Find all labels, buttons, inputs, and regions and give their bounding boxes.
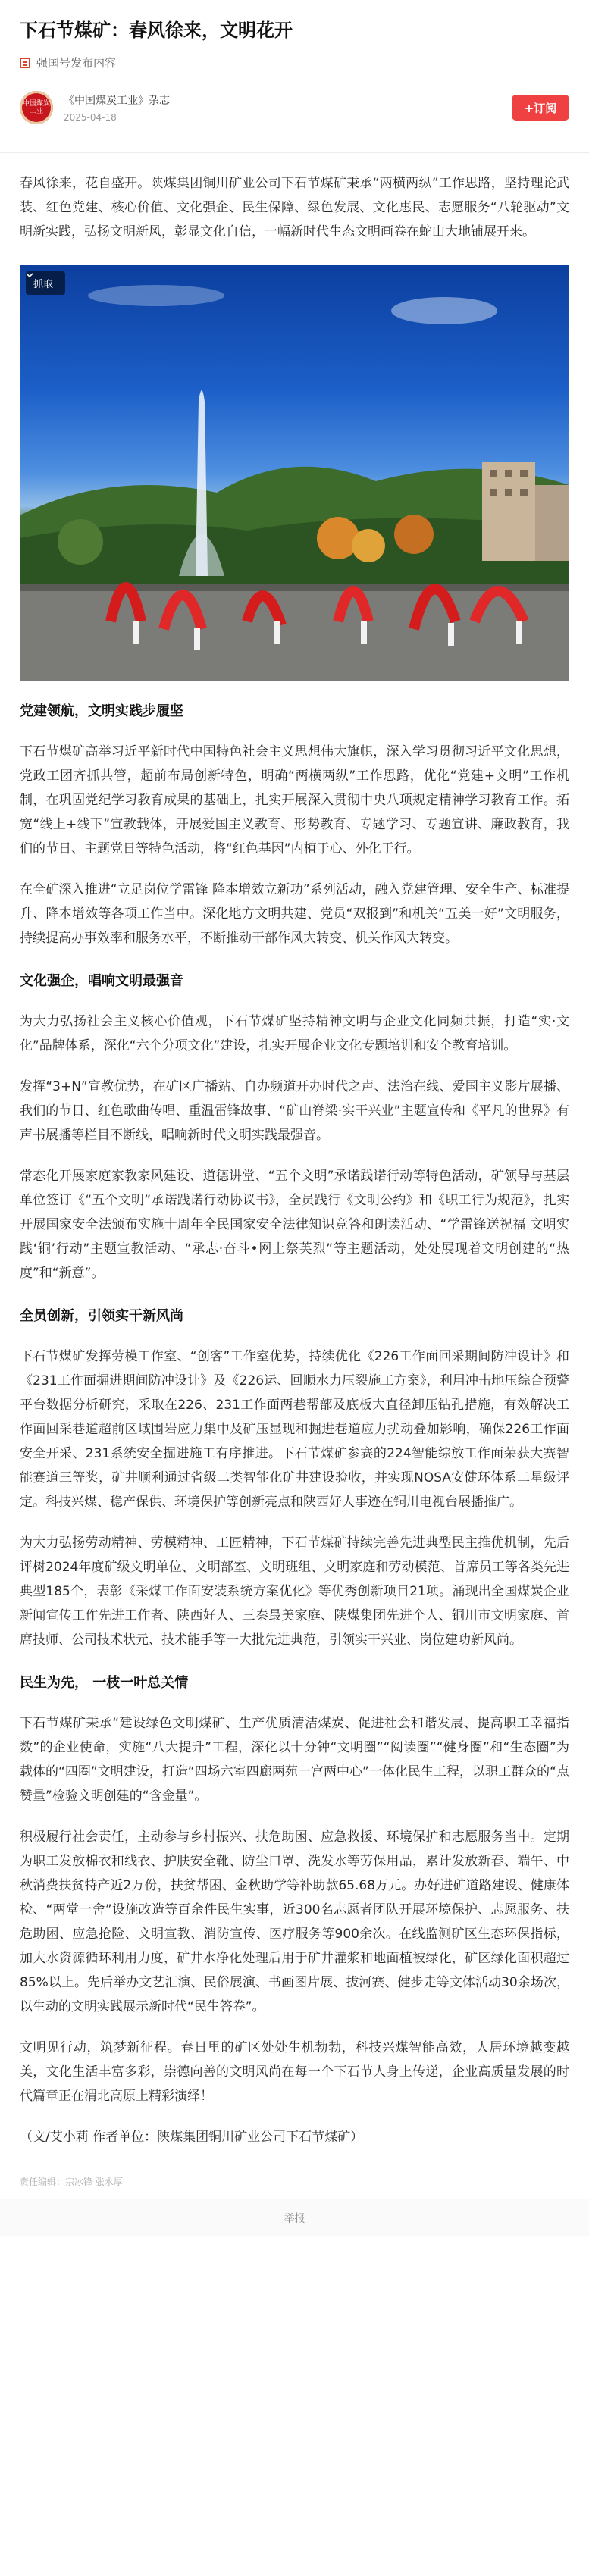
paragraph: 下石节煤矿秉承“建设绿色文明煤矿、生产优质清洁煤炭、促进社会和谐发展、提高职工幸福指数”的企业使命，实施“八大提升”工程，深化以十分钟“文明圈”“阅读圈”“健身圈”和“生态圈”为载体的“四圈”文明建设，打造“四场六室四廊两苑一宫两中心”一体化民生工程，以职工群众的“点赞量”检验文明创建的“含金量”。: [20, 1716, 569, 1804]
author-info: [64, 92, 512, 123]
paragraph: 下石节煤矿高举习近平新时代中国特色社会主义思想伟大旗帜，深入学习贯彻习近平文化思想，党政工团齐抓共管，超前布局创新特色，明确“两横两纵”工作思路，优化“党建+文明”工作机制，在巩固党纪学习教育成果的基础上，扎实开展深入贯彻中央八项规定精神学习教育工作。拓宽“线上+线下”宣教载体，开展爱国主义教育、形势教育、专题学习、专题宣讲、廉政教育，我们的节日、主题党日等特色活动，将“红色基因”内植于心、外化于行。: [20, 744, 569, 856]
paragraph: 积极履行社会责任，主动参与乡村振兴、扶危助困、应急救援、环境保护和志愿服务当中。定期为职工发放棉衣和线衣、护肤安全靴、防尘口罩、洗发水等劳保用品，累计发放新春、端午、中秋消费扶贫特产近2万份，扶贫帮困、金秋助学等补助款65.68万元。办好进矿道路建设、健康体检、“两堂一舍”设施改造等百余件民生实事，近300名志愿者团队开展环境保护、志愿服务、扶危助困、应急抢险、文明宣教、消防宣传、医疗服务等900余次。在线监测矿区生态环保指标，加大水资源循环利用力度，矿井水净化处理后用于矿井灌浆和地面植被绿化，矿区绿化面积超过85%以上。先后举办文艺汇演、民俗展演、书画图片展、拔河赛、健步走等文体活动30余场次，以生动的文明实践展示新时代“民生答卷”。: [20, 1829, 569, 2014]
paragraph: 文明见行动，筑梦新征程。春日里的矿区处处生机勃勃，科技兴煤智能高效，人居环境越变越美，文化生活丰富多彩，崇德向善的文明风尚在每一个下石节人身上传递，企业高质量发展的时代篇章正在渭北高原上精彩演绎！: [20, 2040, 569, 2104]
publish-date: 2025-04-18: [64, 112, 117, 123]
section-heading: 民生为先， 一枝一叶总关情: [20, 1675, 189, 1691]
subscribe-button[interactable]: +订阅: [512, 95, 569, 121]
paragraph: 下石节煤矿发挥劳模工作室、“创客”工作室优势，持续优化《226工作面回采期间防冲设计》和《231工作面掘进期间防冲设计》及《226运、回顺水力压裂施工方案》，利用冲击地压综合预警平台数据分析研究，采取在226、231工作面两巷帮部及底板大直径卸压钻孔措施，有效解决工作面回采巷道超前区域围岩应力集中及矿压显现和掘进巷道应力扰动叠加影响，确保226工作面安全开采、231系统安全掘进施工有序推进。下石节煤矿参赛的224智能综放工作面荣获大赛智能赛道三等奖，矿井顺利通过省级二类智能化矿井建设验收，并实现NOSA安健环体系二星级评定。科技兴煤、稳产保供、环境保护等创新亮点和陕西好人事迹在铜川电视台展播推广。: [20, 1349, 569, 1510]
paragraph: 常态化开展家庭家教家风建设、道德讲堂、“五个文明”承诺践诺行动等特色活动，矿领导与基层单位签订《“五个文明”承诺践诺行动协议书》，全员践行《文明公约》和《职工行为规范》，扎实开展国家安全法颁布实施十周年全民国家安全法律知识竞答和朗读活动、“学雷锋送祝福 文明实践‘铜’行动”主题宣教活动、“承志·奋斗•网上祭英烈”等主题活动，处处展现着文明创建的“热度”和“新意”。: [20, 1169, 569, 1281]
paragraph: 为大力弘扬社会主义核心价值观，下石节煤矿坚持精神文明与企业文化同频共振，打造“实·文化”品牌体系，深化“六个分项文化”建设，扎实开展企业文化专题培训和安全教育培训。: [20, 1014, 569, 1053]
header-divider: [0, 152, 589, 153]
editor-line: 责任编辑：宗冰锋 张永厚: [20, 2177, 123, 2187]
source-label: 强国号发布内容: [36, 56, 117, 70]
paragraph: 为大力弘扬劳动精神、劳模精神、工匠精神，下石节煤矿持续完善先进典型民主推优机制，先后评树2024年度矿级文明单位、文明部室、文明班组、文明家庭和劳动模范、首席员工等各类先进典型185个，表彰《采煤工作面安装系统方案优化》等优秀创新项目21项。涌现出全国煤炭企业新闻宣传工作先进工作者、陕西好人、三秦最美家庭、陕煤集团先进个人、铜川市文明家庭、首席技师、公司技术状元、技术能手等一大批先进典范，引领实干兴业、岗位建功新风尚。: [20, 1535, 569, 1648]
hero-image[interactable]: [20, 265, 569, 681]
author-row: [0, 70, 589, 125]
author-name[interactable]: 《中国煤炭工业》杂志: [64, 95, 170, 107]
author-credit: （文/艾小莉 作者单位：陕煤集团铜川矿业公司下石节煤矿）: [20, 2130, 364, 2145]
section-heading: 全员创新，引领实干新风尚: [20, 1308, 183, 1324]
source-row: [0, 44, 589, 70]
avatar[interactable]: 中国煤炭工业: [20, 91, 53, 124]
paragraph: 在全矿深入推进“立足岗位学雷锋 降本增效立新功”系列活动，融入党建管理、安全生产、标准提升、降本增效等各项工作当中。深化地方文明共建、党员“双报到”和机关“五美一好”文明服务，持续提高办事效率和服务水平，不断推动干部作风大转变、机关作风大转变。: [20, 882, 569, 946]
report-label: 举报: [284, 2212, 305, 2225]
paragraph: 发挥“3+N”宣教优势，在矿区广播站、自办频道开办时代之声、法治在线、爱国主义影片展播、我们的节日、红色歌曲传唱、重温雷锋故事、“矿山脊梁·实干兴业”主题宣传和《平凡的世界》有声书展播等栏目不断线，唱响新时代文明实践最强音。: [20, 1079, 569, 1143]
hero-image-illustration: [20, 265, 569, 681]
intro-paragraph: 春风徐来，花自盛开。陕煤集团铜川矿业公司下石节煤矿秉承“两横两纵”工作思路，坚持理论武装、红色党建、核心价值、文化强企、民生保障、绿色发展、文化惠民、志愿服务“八轮驱动”文明新实践，弘扬文明新风，彰显文化自信，一幅新时代生态文明画卷在蛇山大地铺展开来。: [20, 176, 569, 239]
publish-source-icon: [20, 58, 30, 68]
capture-badge[interactable]: [26, 271, 65, 295]
section-heading: 文化强企，唱响文明最强音: [20, 973, 183, 989]
article-title: 下石节煤矿：春风徐来，文明花开: [20, 20, 293, 41]
article-body: [0, 171, 589, 2149]
section-heading: 党建领航，文明实践步履坚: [20, 703, 183, 719]
report-button[interactable]: [0, 2199, 589, 2236]
capture-badge-label: 抓取: [33, 279, 54, 290]
